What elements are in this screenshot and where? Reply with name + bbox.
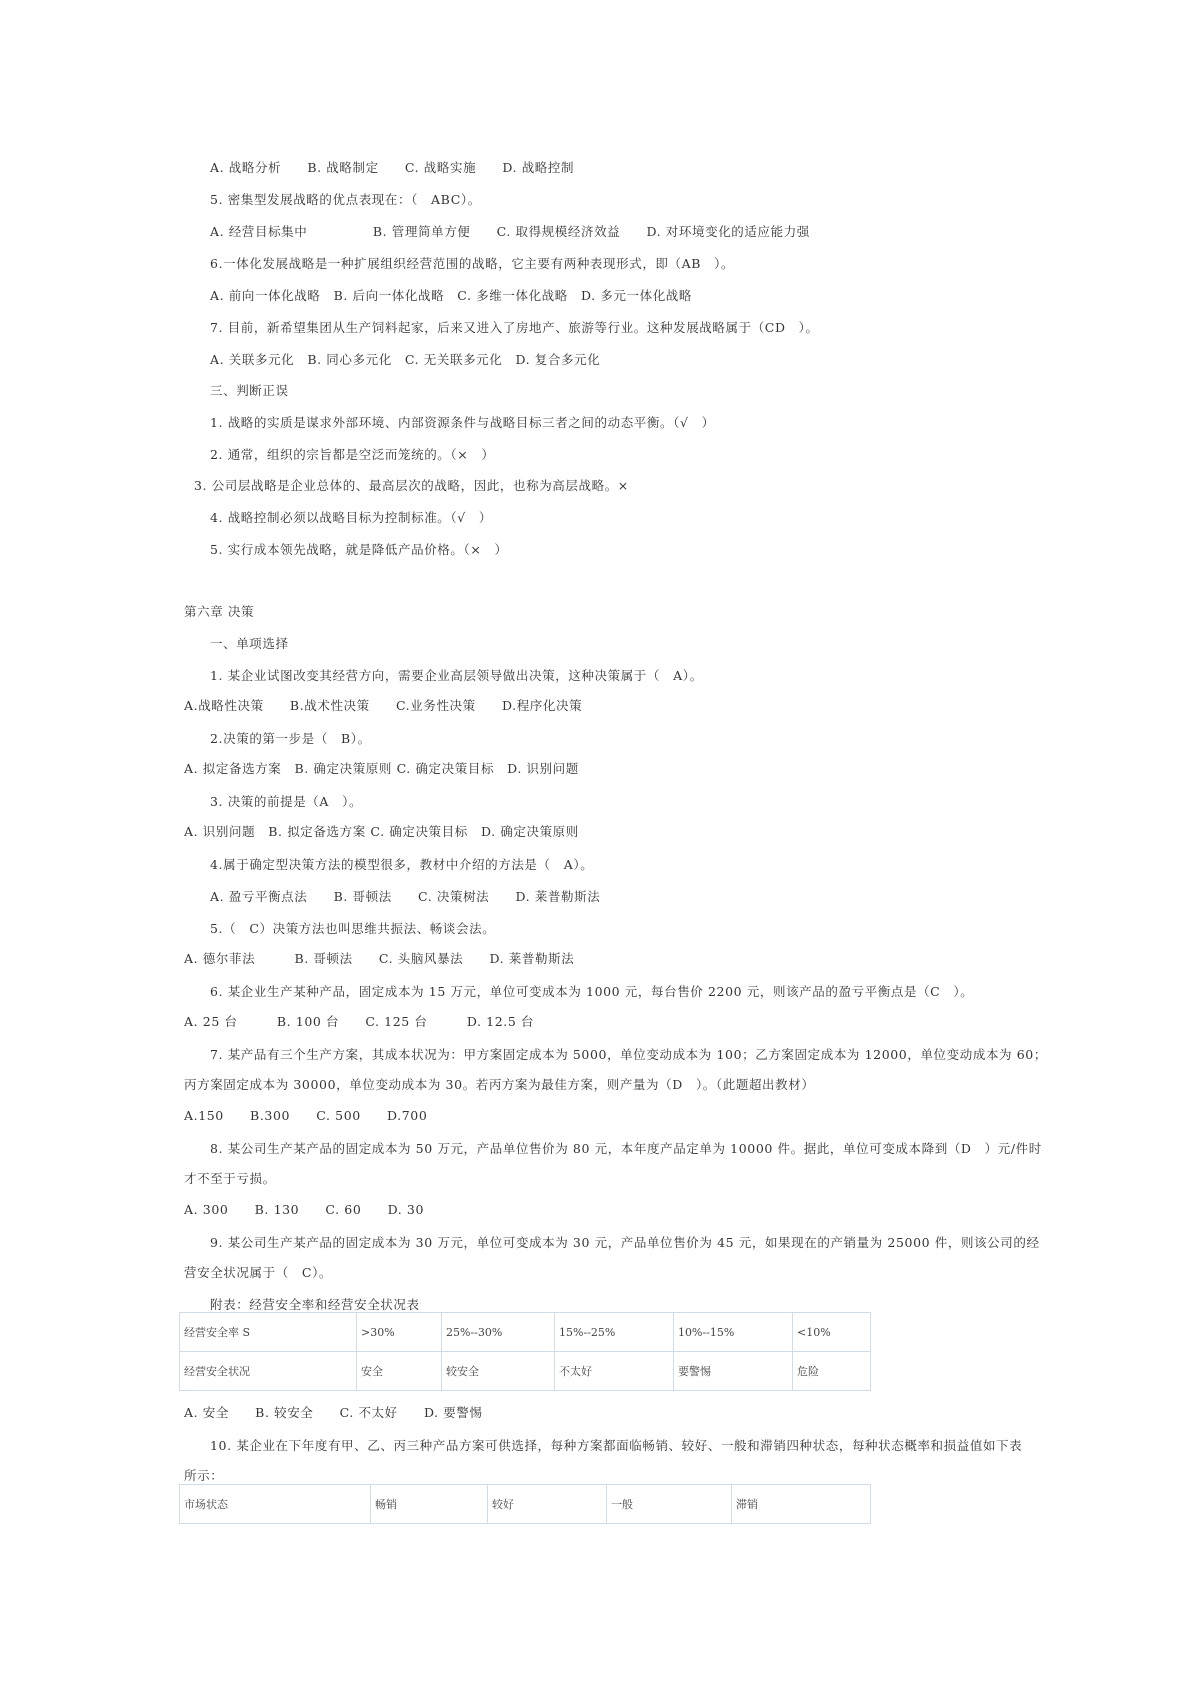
answer-options: A. 战略分析 B. 战略制定 C. 战略实施 D. 战略控制	[210, 160, 575, 175]
table-cell: 安全	[357, 1352, 442, 1391]
table-cell: 滞销	[732, 1485, 871, 1524]
table-cell: 市场状态	[180, 1485, 371, 1524]
table-cell: 15%--25%	[555, 1313, 674, 1352]
question-text: 4.属于确定型决策方法的模型很多，教材中介绍的方法是（ A）。	[210, 857, 594, 872]
answer-options: A. 300 B. 130 C. 60 D. 30	[184, 1202, 425, 1217]
table-cell: 经营安全状况	[180, 1352, 357, 1391]
true-false-item: 1. 战略的实质是谋求外部环境、内部资源条件与战略目标三者之间的动态平衡。（√ ）	[210, 415, 715, 430]
question-text: 2.决策的第一步是（ B）。	[210, 731, 371, 746]
table-cell: <10%	[793, 1313, 871, 1352]
answer-options: A. 安全 B. 较安全 C. 不太好 D. 要警惕	[184, 1405, 483, 1420]
answer-options: A.战略性决策 B.战术性决策 C.业务性决策 D.程序化决策	[184, 698, 583, 713]
answer-options: A. 识别问题 B. 拟定备选方案 C. 确定决策目标 D. 确定决策原则	[184, 824, 579, 839]
market-state-table	[179, 1484, 871, 1524]
question-text: 所示：	[184, 1468, 224, 1483]
true-false-item: 5. 实行成本领先战略，就是降低产品价格。（× ）	[210, 542, 508, 557]
answer-options: A. 经营目标集中 B. 管理简单方便 C. 取得规模经济效益 D. 对环境变化的适应能力强	[210, 224, 810, 239]
question-text: 8. 某公司生产某产品的固定成本为 50 万元，产品单位售价为 80 元，本年度产品定单为 10000 件。据此，单位可变成本降到（D ）元/件时	[210, 1141, 1042, 1156]
question-text: 9. 某公司生产某产品的固定成本为 30 万元，单位可变成本为 30 元，产品单位售价为 45 元，如果现在的产销量为 25000 件，则该公司的经	[210, 1235, 1040, 1250]
answer-options: A. 关联多元化 B. 同心多元化 C. 无关联多元化 D. 复合多元化	[210, 352, 601, 367]
true-false-item: 3. 公司层战略是企业总体的、最高层次的战略，因此，也称为高层战略。×	[194, 478, 629, 493]
question-text: 才不至于亏损。	[184, 1171, 276, 1186]
question-text: 营安全状况属于（ C）。	[184, 1265, 333, 1280]
table-cell: 一般	[607, 1485, 732, 1524]
table-cell: 较好	[488, 1485, 607, 1524]
table-row	[180, 1313, 871, 1352]
question-text: 1. 某企业试图改变其经营方向，需要企业高层领导做出决策，这种决策属于（ A）。	[210, 668, 703, 683]
answer-options: A. 25 台 B. 100 台 C. 125 台 D. 12.5 台	[184, 1014, 535, 1029]
question-text: 6.一体化发展战略是一种扩展组织经营范围的战略，它主要有两种表现形式，即（AB ）。	[210, 256, 735, 271]
chapter-title: 第六章 决策	[184, 604, 255, 619]
table-cell: 危险	[793, 1352, 871, 1391]
table-row	[180, 1352, 871, 1391]
question-text: 5.（ C）决策方法也叫思维共振法、畅谈会法。	[210, 921, 496, 936]
question-text: 5. 密集型发展战略的优点表现在：（ ABC）。	[210, 192, 481, 207]
table-cell: 较安全	[442, 1352, 555, 1391]
question-text: 7. 某产品有三个生产方案，其成本状况为：甲方案固定成本为 5000，单位变动成本为 100；乙方案固定成本为 12000，单位变动成本为 60；	[210, 1047, 1047, 1062]
table-cell: 10%--15%	[674, 1313, 793, 1352]
table-cell: 不太好	[555, 1352, 674, 1391]
true-false-item: 4. 战略控制必须以战略目标为控制标准。（√ ）	[210, 510, 493, 525]
answer-options: A. 德尔菲法 B. 哥顿法 C. 头脑风暴法 D. 莱普勒斯法	[184, 951, 575, 966]
table-cell: 畅销	[371, 1485, 488, 1524]
answer-options: A. 拟定备选方案 B. 确定决策原则 C. 确定决策目标 D. 识别问题	[184, 761, 579, 776]
safety-rate-table	[179, 1312, 871, 1391]
question-text: 6. 某企业生产某种产品，固定成本为 15 万元，单位可变成本为 1000 元，每台售价 2200 元，则该产品的盈亏平衡点是（C ）。	[210, 984, 974, 999]
table-cell: 25%--30%	[442, 1313, 555, 1352]
table-caption: 附表：经营安全率和经营安全状况表	[210, 1297, 420, 1312]
table-cell: >30%	[357, 1313, 442, 1352]
question-text: 10. 某企业在下年度有甲、乙、丙三种产品方案可供选择，每种方案都面临畅销、较好、一般和滞销四种状态，每种状态概率和损益值如下表	[210, 1438, 1023, 1453]
question-text: 7. 目前，新希望集团从生产饲料起家，后来又进入了房地产、旅游等行业。这种发展战略属于（CD ）。	[210, 320, 819, 335]
question-text: 丙方案固定成本为 30000，单位变动成本为 30。若丙方案为最佳方案，则产量为（D ）。（此题超出教材）	[184, 1077, 815, 1092]
table-cell: 经营安全率 S	[180, 1313, 357, 1352]
section-heading: 一、单项选择	[210, 636, 289, 651]
true-false-item: 2. 通常，组织的宗旨都是空泛而笼统的。（× ）	[210, 447, 495, 462]
question-text: 3. 决策的前提是（A ）。	[210, 794, 363, 809]
table-row	[180, 1485, 871, 1524]
answer-options: A. 盈亏平衡点法 B. 哥顿法 C. 决策树法 D. 莱普勒斯法	[210, 889, 601, 904]
answer-options: A. 前向一体化战略 B. 后向一体化战略 C. 多维一体化战略 D. 多元一体化战略	[210, 288, 692, 303]
answer-options: A.150 B.300 C. 500 D.700	[184, 1108, 428, 1123]
table-cell: 要警惕	[674, 1352, 793, 1391]
section-heading: 三、判断正误	[210, 383, 289, 398]
